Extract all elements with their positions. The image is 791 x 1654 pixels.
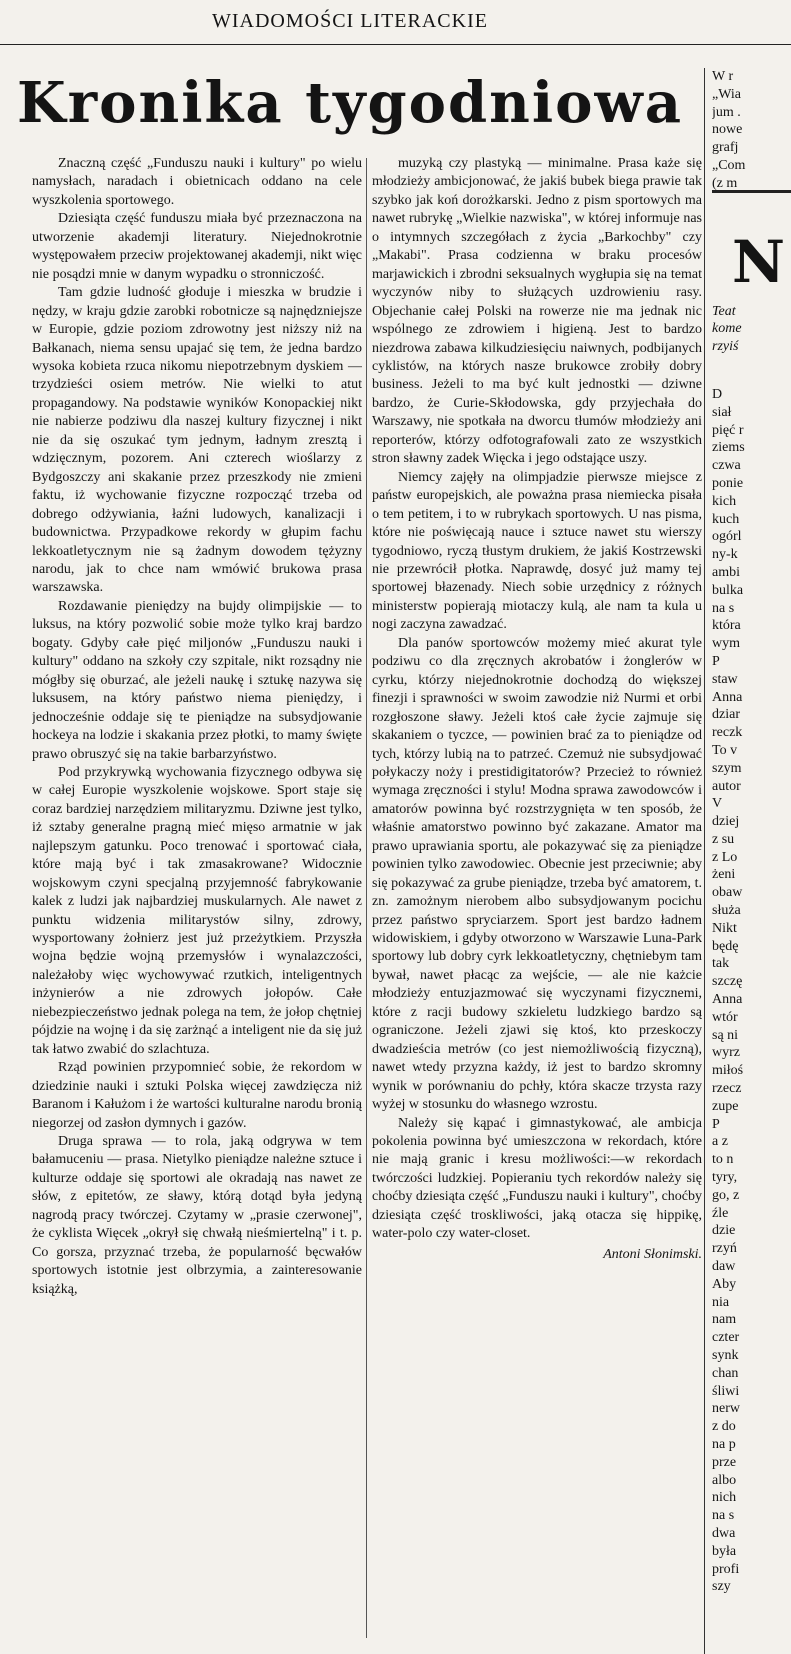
side-line: W r [712,69,734,84]
side-line: Aby [712,1276,737,1292]
side-line: są ni [712,1027,739,1043]
side-heading-initial: N [732,228,786,296]
side-line: go, z [712,1187,740,1203]
side-line: kich [712,493,737,509]
side-line: rzecz [712,1081,742,1097]
side-line: Teat [712,303,736,319]
side-line: kome [712,321,742,337]
side-line: nowe [712,122,743,138]
article-title: Kronika tygodniowa [17,70,683,136]
side-line: służa [712,903,741,919]
side-line: prze [712,1454,737,1470]
side-line: a z [712,1134,728,1150]
side-line: źle [712,1205,729,1221]
side-line: Anna [712,689,743,705]
side-line: była [712,1543,737,1559]
side-line: nich [712,1490,737,1506]
side-line: dzie [712,1223,736,1239]
paragraph: Niemcy zajęły na olimpjadzie pierwsze miejsce z państw europejskich, ale poważna prasa niemiecka pisała o tem petitem, i to w rubrykach sportowych. U nas pisma, które nie poświęcają nauce i sztuce nawet stu wierszy tygodniowo, ryczą tłustym drukiem, że jakiś Kostrzewski nie przewrócił płotka. Naprawdę, dosyć już mamy tej sportowej błazenady. Niech sobie urzędnicy z różnych ministerstw popierają miotaczy kulą, ale nam ta kula u nogi zaczyna zawadzać. [372,469,702,633]
side-line: ponie [712,475,744,491]
side-line: wyrz [712,1045,740,1061]
side-line: P [712,1116,720,1132]
side-line: „Com [712,157,746,173]
side-line: staw [712,671,738,687]
side-line: Nikt [712,920,737,936]
paragraph: Dziesiąta część funduszu miała być przeznaczona na utworzenie akademji literatury. Niejednokrotnie występowałem przeciw projektowanej akademji, nikt więc nie posądzi mnie w danym wypadku o stronniczość. [32,211,362,282]
paragraph: Druga sprawa — to rola, jaką odgrywa w tem bałamuceniu — prasa. Nietylko pieniądze należne sztuce i kulturze oddaje się sportowi ale okradają nas nawet ze słów, z epitetów, ze sławy, którą dotąd była jedyną nagrodą pracy twórczej. Czytamy w „prasie czerwonej", że cyklista Więcek „okrył się chwałą nieśmiertelną" i t. p. Co gorsza, przyznać trzeba, że popularność bęcwałów sportowych istotnie jest olbrzymia, a zainteresowanie książką, [32,1134,362,1297]
side-line: dwa [712,1525,736,1541]
side-line: reczk [712,725,743,741]
side-line: szym [712,760,742,776]
side-line: nam [712,1312,737,1328]
side-line: z su [712,831,735,847]
side-line: żeni [712,867,736,883]
side-line: pięć r [712,422,744,438]
side-line: wtór [712,1009,738,1025]
side-line: miłoś [712,1063,744,1079]
side-line: rzyiś [712,339,739,355]
side-line: To v [712,742,738,758]
paragraph: Tam gdzie ludność głoduje i mieszka w brudzie i nędzy, w kraju gdzie zarobki robotnicze są najnędzniejsze w Europie, gdzie poziom zdrowotny jest niższy niż na Bałkanach, niema sensu upajać się tem, że jedna bardzo wysoka kobieta rzuca nikomu niepotrzebnym dyskiem — trzydzieści osiem metrów. Nie wielki to atut propagandowy. Na podstawie wyników Konopackiej nikt nie nabierze podziwu dla naszej kultury fizycznej i nikt nie da się oszukać tym jednym, ładnym zresztą i wdzięcznym, pozorem. Ani czterech wioślarzy z Bydgoszczy ani skakanie przez przeszkody nie zmieni faktu, iż wychowanie fizyczne rozpocząć trzeba od dobrego odżywiania, łaźni ludowych, kanalizacji i budownictwa. Przypadkowe rekordy w głupim fachu lekkoatletycznym nie są żadnym dowodem tężyzny narodu, jak to chce nam wmówić brukowa prasa warszawska. [32,285,362,596]
side-line: zupe [712,1098,739,1114]
paragraph: muzyką czy plastyką — minimalne. Prasa każe się młodzieży ambicjonować, że jakiś bubek biega prawie tak szybko jak koń dorożkarski. Jedno z pism sportowych ma nawet rubrykę „Wielkie nazwiska", w której informuje nas o intymnych szczegółach z życia „Barkochby" czy „Makabi". Prasa codzienna w braku procesów marjawickich i zbrodni seksualnych wygłupia się na temat wyczynów niby to służących uzdrowieniu rasy. Objechanie całej Polski na rowerze nie ma jednak nic wspólnego ze zdrowiem i higieną. Jest to bardzo niezdrowa zabawa kilkudziesięciu naiwnych, podbijanych cyklistów, na których nasze brukowce zrobiły dobry business. Jeżeli to ma być kult jednostki — dziwne bardzo, że Curie-Skłodowska, gdy przyjechała do Warszawy, nie spotkała na dworcu tłumów młodzieży ani reporterów, którzy odfotografowali zato ze wszystkich stron sławny zadek Więcka i jego odstające uszy. [372,156,702,467]
side-line: albo [712,1472,737,1488]
side-line: na s [712,600,735,616]
author-signature: Antoni Słonimski. [603,1246,702,1262]
side-line: tak [712,956,730,972]
side-line: szy [712,1579,731,1595]
side-line: szczę [712,974,743,990]
side-line: bulka [712,582,744,598]
side-line: rzyń [712,1241,737,1257]
side-line: ny-k [712,547,738,563]
side-line: będę [712,938,739,954]
side-line: siał [712,404,732,420]
column-divider [366,158,367,1638]
side-line: na s [712,1508,735,1524]
side-line: ambi [712,564,740,580]
side-line: ogórl [712,529,742,545]
side-line: nia [712,1294,730,1310]
running-head: WIADOMOŚCI LITERACKIE [212,10,488,32]
side-line: która [712,618,741,634]
side-line: dziej [712,814,740,830]
side-line: na p [712,1436,736,1452]
side-line: grafj [712,140,739,156]
paragraph: Znaczną część „Funduszu nauki i kultury" po wielu namysłach, naradach i obietnicach oddano na cele wyszkolenia sportowego. [32,156,362,208]
side-line: jum . [712,104,741,120]
side-line: z Lo [712,849,738,865]
article-column-left [32,155,362,1635]
side-line: kuch [712,511,740,527]
side-line: P [712,653,720,669]
side-line: D [712,386,723,402]
article-column-right [372,155,702,1635]
paragraph: Pod przykrywką wychowania fizycznego odbywa się w całej Europie wyszkolenie wojskowe. Sport staje się coraz bardziej narzędziem militaryzmu. Dziwne jest tylko, iż sztaby generalne pragną mieć mięso armatnie w jak najlepszym gatunku. Poco trenować i sportować ciała, które mają być i tak zmasakrowane? Widocznie wojskowym czyni specjalną przyjemność fabrykowanie kalek z ludzi jak najbardziej muskularnych. Ale nawet z punktu widzenia militarystów silny, zdrowy, wysportowany żołnierz jest już przeżytkiem. Przyszła wojna będzie wojną przemysłów i wynalazczości, należałoby więc wychowywać rzutkich, inteligentnych inżynierów a nie zdrowych jołopów. Całe niebezpieczeństwo jednak polega na tem, że jołop chętniej pójdzie na wojnę i da się zarżnąć a inteligent nie da się już tak łatwo zwabić do szlachtuza. [32,764,362,1057]
side-line: V [712,796,723,812]
side-line: ziems [712,440,745,456]
side-line: daw [712,1259,736,1275]
side-line: obaw [712,885,743,901]
side-column-divider [704,68,705,1654]
side-line: chan [712,1365,739,1381]
side-line: czwa [712,458,741,474]
paragraph: Należy się kąpać i gimnastykować, ale ambicja pokolenia powinna być umieszczona w rekordach, które nie mają granic i kresu możliwości:—w rekordach twórczości ludzkiej. Popieraniu tych rekordów należy się choćby dziesiąta część „Funduszu nauki i kultury", choćby dziesiąta część troskliwości, jaką otacza się hippikę, water-polo czy water-closet. [372,1115,702,1242]
paragraph: Rozdawanie pieniędzy na bujdy olimpijskie — to luksus, na który pozwolić sobie może tylko kraj bardzo bogaty. Gdyby całe pięć miljonów „Funduszu nauki i kultury" oddano na szkoły czy szpitale, nikt rozsądny nie mógłby się oburzać, ale jeżeli naukę i sztukę nazywa się luksusem, na który państwo niema pieniędzy, i jednocześnie oddaje się te pieniądze na subsydjowanie hockeya na lodzie i skakania przez płotki, to mamy święte prawo obruszyć się na takie barbarzyństwo. [32,598,362,762]
side-line: „Wia [712,86,741,102]
side-line: synk [712,1348,739,1363]
paragraph: Dla panów sportowców możemy mieć akurat tyle podziwu co dla zręcznych akrobatów i żonglerów w cyrku, którzy niejednokrotnie dochodzą do większej finezji i sprawności w swoim zawodzie niż Nurmi et orbi rozgłoszone sławy. Jeżeli ktoś całe życie zajmuje się skakaniem o tyczce, — powinien brać za to pieniądze od tych, którzy lubią na to patrzeć. Czemuż nie subsydjować połykaczy noży i prestidigitatorów? Przecież to również wymaga zręczności i stylu! Modna sprawa zawodowców i amatorów powinna być rozstrzygnięta w ten sposób, że właśnie amatorstwo powinno być zakazane. Amator ma prawo uprawiania sportu, ale pokazywać się za pieniądze powinien tylko zawodowiec. Obecnie jest przeciwnie; aby się pokazywać za grube pieniądze, trzeba być amatorem, t. zn. zamożnym nierobem albo subsydjowanym pocichu przez państwo spryciarzem. Sport jest bardzo ładnem widowiskiem, i gdyby otworzono w Warszawie Luna-Park sportowy lub dobry cyrk lekkoatletyczny, chętniebym tam bywał, nawet płacąc za wejście, — ale nie każcie młodzieży entuzjazmować się wyczynami fizycznemi, które z racji budowy szkieletu ludzkiego bardzo są ograniczone. Jeżeli zjawi się ktoś, kto przeskoczy dwadzieścia metrów (co jest niemożliwością fizyczną), nawet wtedy przyzna każdy, iż jest to bardzo skromny wynik w porównaniu do pchły, która skacze trzysta razy wyżej w stosunku do własnego wzrostu. [372,635,702,1113]
side-line: z do [712,1419,736,1435]
side-line: wym [712,636,740,652]
side-line: (z m [712,175,738,191]
side-text-lines [712,386,791,1596]
side-column-fragment [712,68,791,1654]
side-line: nerw [712,1401,740,1417]
side-line: dziar [712,707,740,723]
side-line: profi [712,1561,740,1577]
side-line: to n [712,1152,734,1168]
header-rule [0,44,791,45]
side-spacer [712,356,791,386]
side-line: Anna [712,992,743,1008]
side-heading-rule [712,190,791,193]
side-line: czter [712,1330,740,1346]
paragraph: Rząd powinien przypomnieć sobie, że rekordom w dziedzinie nauki i sztuki Polska więcej zawdzięcza niż Baranom i Kałużom i że wartości kulturalne narodu bronią niegorzej od zasłon dymnych i gazów. [32,1060,362,1131]
side-line: autor [712,778,741,794]
side-line: śliwi [712,1383,740,1399]
side-line: tyry, [712,1170,738,1186]
